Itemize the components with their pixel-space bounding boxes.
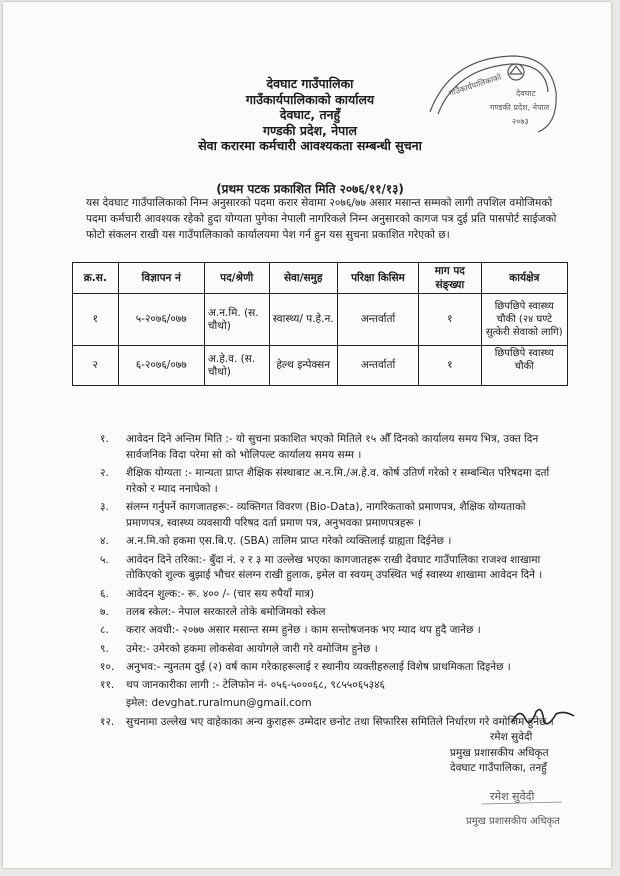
table-cell: अ.हे.व. (स. चौथो) <box>204 346 269 386</box>
notice-subject: सेवा करारमा कर्मचारी आवश्यकता सम्बन्धी सुचना <box>198 138 422 153</box>
table-cell: १ <box>73 294 119 346</box>
list-item: ४. अ.न.मि.को हकमा एस.बि.ए. (SBA) तालिम प्राप्त गरेको व्यक्तिलाई ग्राह्यता दिईनेछ । <box>100 535 452 548</box>
list-item: ८. करार अवधी:- २०७७ असार मसान्त सम्म हुनेछ । काम सन्तोषजनक भए म्याद थप हुदै जानेछ । <box>100 624 481 637</box>
table-row <box>73 346 568 386</box>
conditions-list <box>100 432 560 733</box>
province-country: गण्डकी प्रदेश, नेपाल <box>263 122 357 138</box>
col-positions: माग पद संङ्ख्या <box>419 263 481 294</box>
svg-text:देवघाट: देवघाट <box>516 89 536 98</box>
table-header-row <box>73 263 568 294</box>
list-item: २. शैक्षिक योग्यता :- मान्यता प्राप्त शैक्षिक संस्थाबाट अ.न.मि./अ.हे.व. कोर्ष उतिर्ण गरेको र सम्बन्धित परिषदमा दर्ता गरेको र म्याद ननाघेको । <box>100 467 550 495</box>
email-line <box>100 696 560 712</box>
list-item: ५. आवेदन दिने तरिका:- बुँदा नं. २ र ३ मा उल्लेख भएका कागजातहरू राखी देवघाट गाउँपालिका राजश्व शाखामा तोकिएको शुल्क बुझाई भौचर संलग्न राखी हुलाक, इमेल वा स्वयम् उपस्थित भई स्वास्थ्य शाखामा आवेदन दिने । <box>100 553 543 582</box>
list-item: ३. संलग्न गर्नुपर्ने कागजातहरू:- व्यक्तिगत विवरण (Bio-Data), नागरिकताको प्रमाणपत्र, शैक्षिक योग्यताको प्रमाणपत्र, स्वास्थ्य व्यवसायी परिषद दर्ता प्रमाण पत्र, अनुभवका प्रमाणपत्रहरू । <box>100 501 526 529</box>
signatory-name: रमेश सुवेदी <box>490 731 533 743</box>
name-stamp <box>462 782 582 834</box>
table-cell: १ <box>419 294 481 346</box>
handwritten-signature <box>508 702 578 732</box>
list-item: १. आवेदन दिने अन्तिम मिति :- यो सुचना प्रकाशित भएको मितिले १५ औँ दिनको कार्यालय समय भित्र, उक्त दिन सार्वजनिक विदा परेमा सो को भोलिपल्ट कार्यालय समय सम्म । <box>100 433 539 461</box>
list-item: १२. सुचनामा उल्लेख भए वाहेकाका अन्य कुराहरू उम्मेदार छनोट तथा सिफारिस समितिले निर्धारण गरे वमोजिम हुनेछ । <box>100 715 554 728</box>
table-cell: २ <box>73 346 119 386</box>
col-post: पद/श्रेणी <box>204 263 269 294</box>
list-item: ७. तलब स्केल:- नेपाल सरकारले तोके बमोजिमको स्केल <box>100 605 326 618</box>
publication-date-title: (प्रथम पटक प्रकाशित मिति २०७६/११/१३) <box>216 182 404 196</box>
table-cell: अन्तर्वार्ता <box>337 346 418 386</box>
list-item: ६. आवेदन शुल्क:- रू. ४०० /- (चार सय रुपैयाँ मात्र) <box>100 587 315 600</box>
svg-text:गण्डकी प्रदेश, नेपाल: गण्डकी प्रदेश, नेपाल <box>490 103 550 112</box>
list-item: १०. अनुभव:- न्युनतम दुई (२) वर्ष काम गरेकाहरूलाई र स्थानीय व्यक्तीहरुलाई विशेष प्राथमिकता दिइनेछ । <box>100 660 511 673</box>
municipality-name: देवघाट गाउँपालिका <box>266 76 354 91</box>
col-service: सेवा/समुह <box>269 263 337 294</box>
letterhead <box>0 76 620 154</box>
table-cell: ६-२०७६/०७७ <box>118 346 204 386</box>
signatory-title: प्रमुख प्रशासकीय अधिकृत <box>450 746 549 759</box>
table-cell: अन्तर्वार्ता <box>337 294 418 346</box>
table-cell: हेल्थ इन्पेक्सन <box>269 346 337 386</box>
col-ad-number: विज्ञापन नं <box>118 263 204 294</box>
table-cell: छिपछिपे स्वास्थ्य चौकी <box>481 346 567 386</box>
svg-text:२०७३: २०७३ <box>512 117 529 126</box>
svg-text:प्रमुख प्रशासकीय अधिकृत: प्रमुख प्रशासकीय अधिकृत <box>466 816 560 827</box>
col-workplace: कार्यक्षेत्र <box>481 263 567 294</box>
list-item: ११. थप जानकारीका लागी :- टेलिफोन नं- ०५६-५०००६८, ९८५५०६५३४६ <box>100 679 386 692</box>
svg-text:गाउँकार्यपालिकाको: गाउँकार्यपालिकाको <box>447 72 503 98</box>
signatory-office: देवघाट गाउँपालिका, तनहुँ <box>450 762 547 774</box>
table-cell: ५-२०७६/०७७ <box>118 294 204 346</box>
col-exam-type: परिक्षा किसिम <box>337 263 418 294</box>
svg-text:रमेश सुवेदी: रमेश सुवेदी <box>490 790 535 803</box>
table-cell: छिपछिपे स्वास्थ्य चौकी (२४ घण्टे सुत्केरी सेवाको लागि) <box>481 294 567 346</box>
table-cell: १ <box>419 346 481 386</box>
signature-block <box>430 730 610 777</box>
list-item: ९. उमेर:- उमेरको हकमा लोकसेवा आयोगले जारी गरे वमोजिम हुनेछ । <box>100 642 378 655</box>
office-name: गाउँकार्यपालिकाको कार्यालय <box>245 91 375 107</box>
col-serial: क्र.स. <box>73 263 119 294</box>
vacancy-table <box>72 262 568 386</box>
table-cell: अ.न.मि. (स. चौथो) <box>204 294 269 346</box>
table-cell: स्वास्थ्य/ प.हे.न. <box>269 294 337 346</box>
office-location: देवघाट, तनहुँ <box>279 107 341 122</box>
intro-paragraph: यस देवघाट गाउँपालिकाको निम्न अनुसारको पदमा करार सेवामा २०७६/७७ असार मसान्त सम्मको लागी तपशिल वमोजिमको पदमा कर्मचारी आवश्यक रहेको हुदा योग्यता पुगेका नेपाली नागरिकले निम्न अनुसारको कागज पत्र दुई प्रति पासपोर्ट साईजको फोटो संकलन राखी यस गाउँपालिकाको कार्यालयमा पेश गर्न हुन यस सुचना प्रकाशित गरेएको छ। <box>86 197 557 241</box>
email-label: इमेल: <box>126 697 149 710</box>
table-row <box>73 294 568 346</box>
email-link[interactable]: devghat.ruralmun@gmail.com <box>151 697 312 710</box>
